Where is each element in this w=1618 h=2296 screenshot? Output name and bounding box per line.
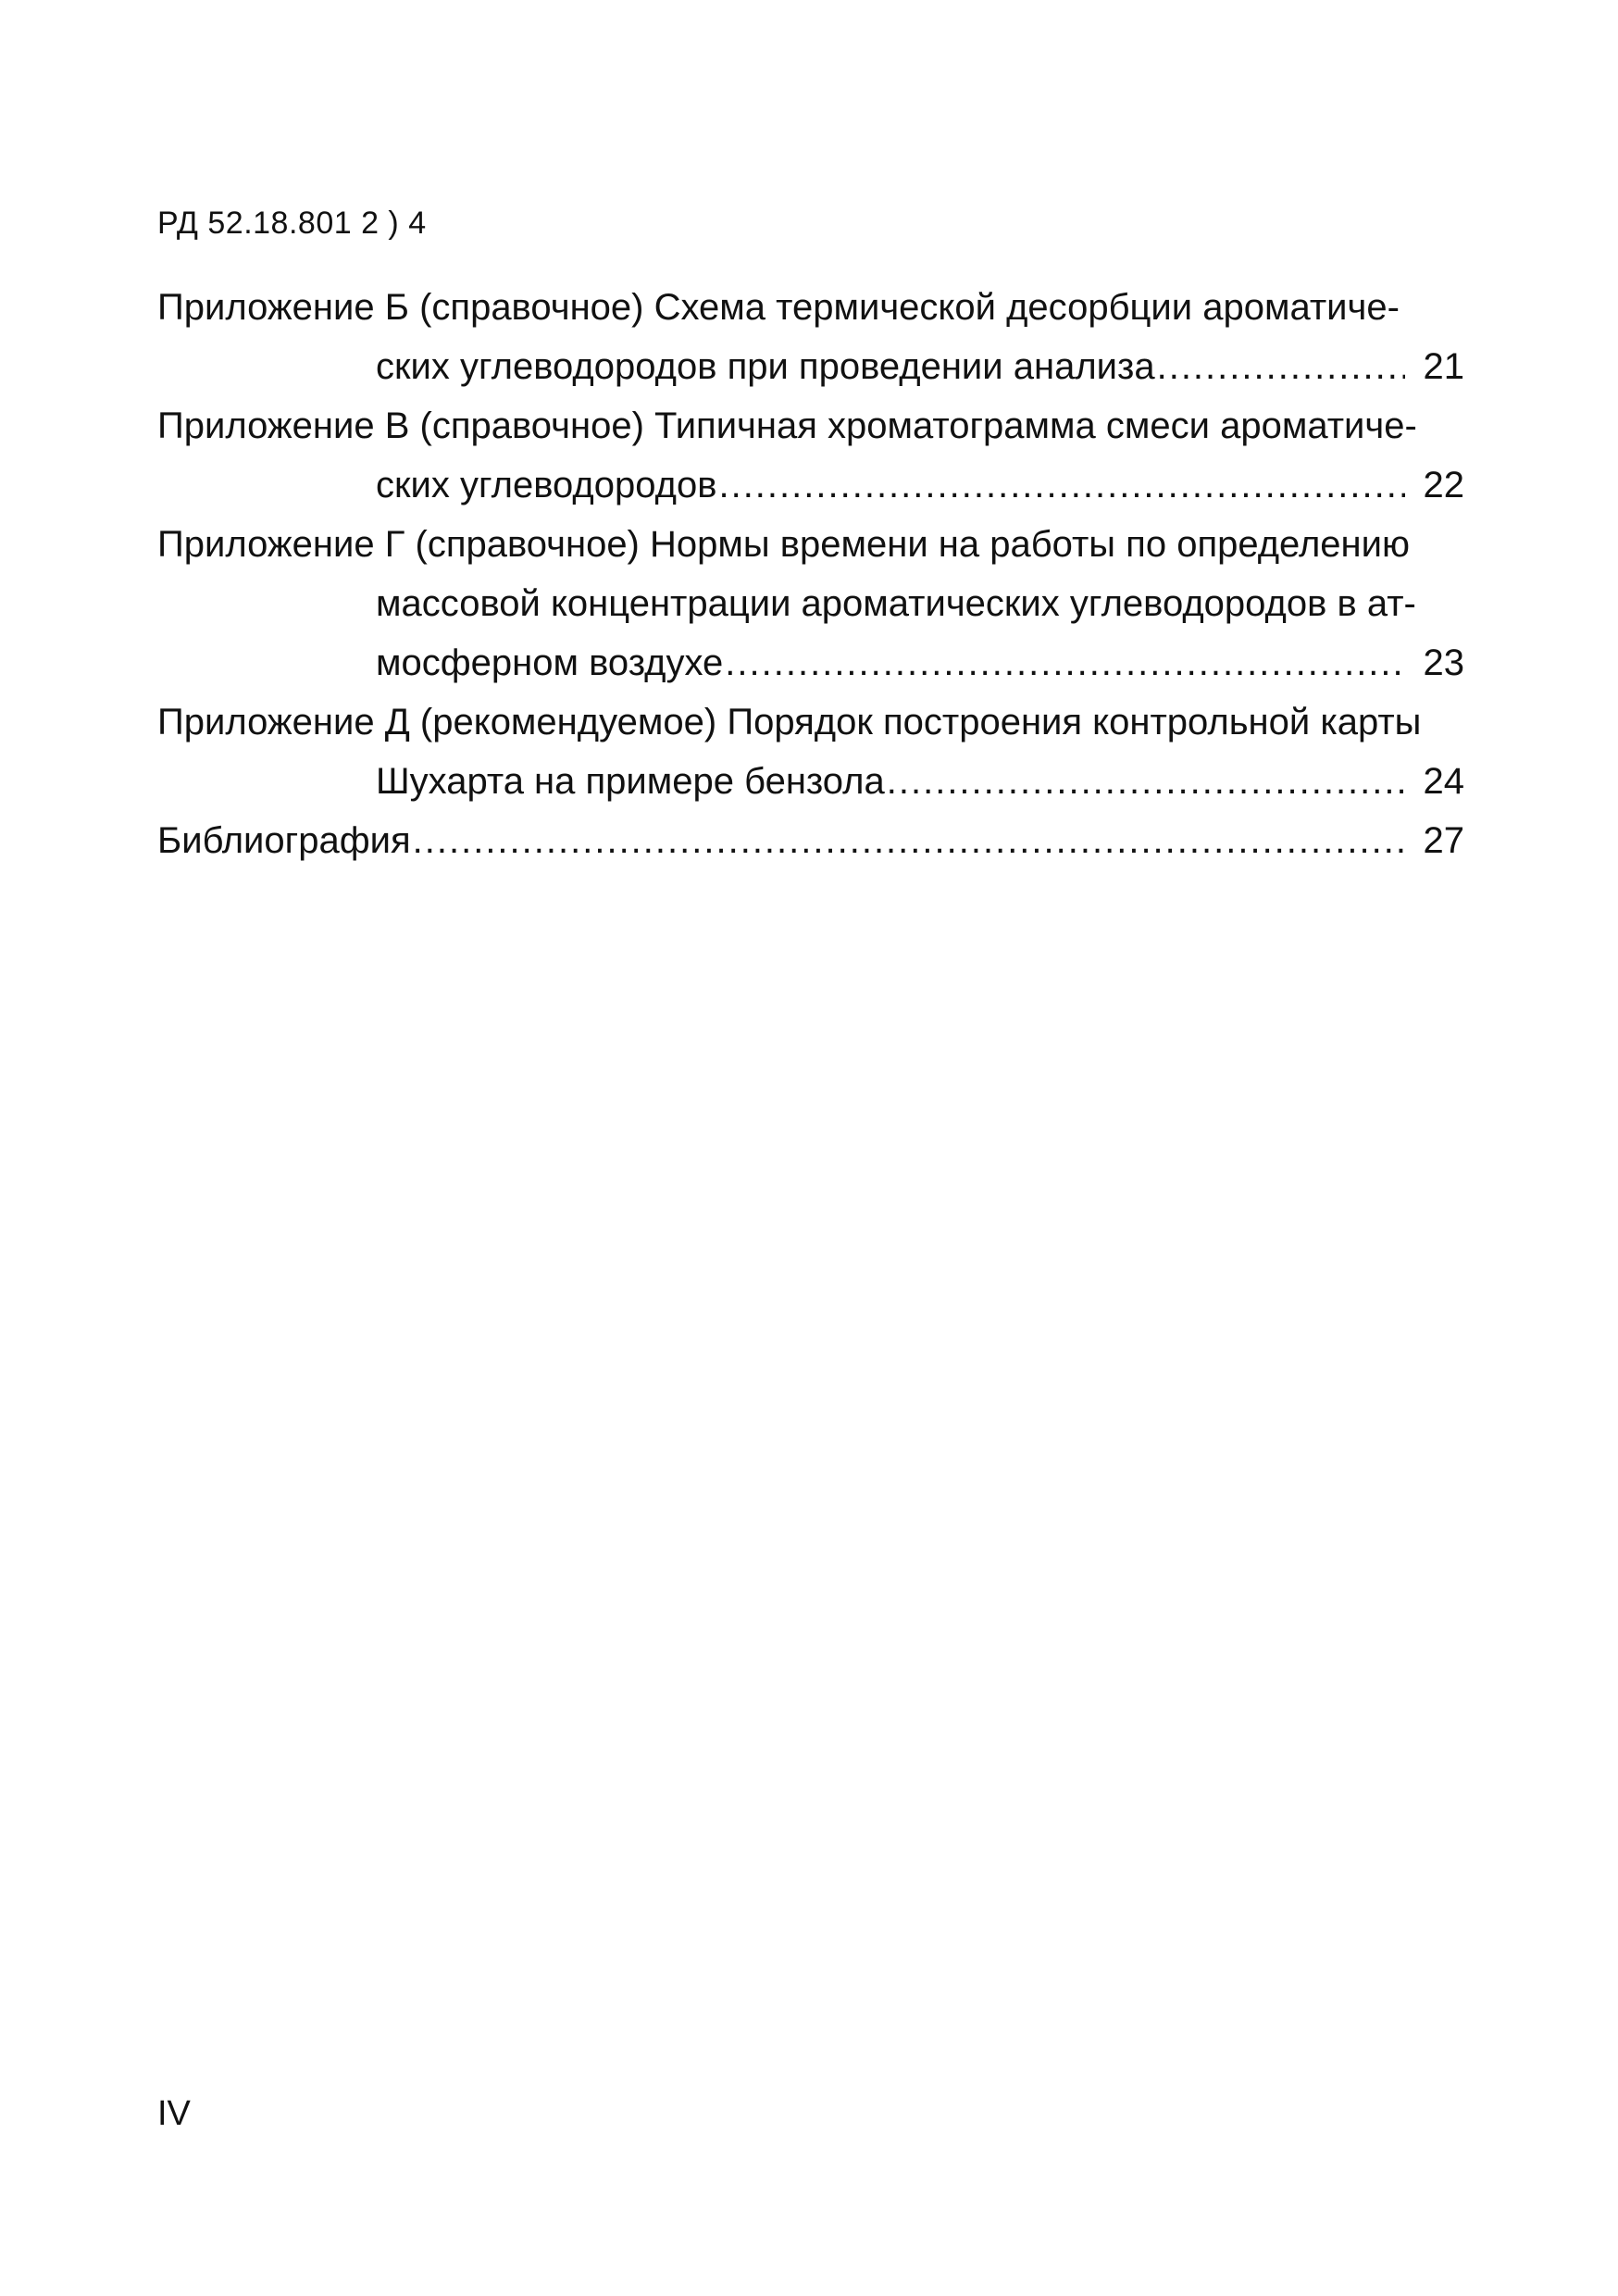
dot-leader xyxy=(718,455,1405,515)
toc-page-number: 22 xyxy=(1423,465,1464,505)
toc-entry-appendix-d-title: Приложение Д (рекомендуемое) Порядок построения контрольной карты xyxy=(157,702,1422,742)
toc-entry-text: Библиография xyxy=(157,820,411,861)
toc-page-number: 23 xyxy=(1423,643,1464,683)
toc-entry-appendix-g-leader xyxy=(157,633,1464,693)
dot-leader xyxy=(1157,337,1405,396)
dot-leader xyxy=(725,633,1405,693)
document-code: РД 52.18.801 2 ) 4 xyxy=(157,206,427,241)
toc-entry-bibliography xyxy=(157,811,1464,870)
dot-leader xyxy=(887,752,1405,811)
toc-entry-appendix-b-leader xyxy=(157,337,1464,396)
toc-entry-text: ских углеводородов xyxy=(376,465,717,505)
toc-entry-text: мосферном воздухе xyxy=(376,643,724,683)
toc-entry-appendix-g-title: Приложение Г (справочное) Нормы времени на работы по определению xyxy=(157,524,1410,565)
toc-page-number: 21 xyxy=(1423,346,1464,387)
toc-entry-appendix-d-leader xyxy=(157,752,1464,811)
page-number: IV xyxy=(157,2094,191,2133)
toc-entry-appendix-v-title: Приложение В (справочное) Типичная хроматограмма смеси ароматиче- xyxy=(157,406,1417,446)
toc-page-number: 27 xyxy=(1423,820,1464,861)
toc-entry-appendix-v-leader xyxy=(157,455,1464,515)
toc-entry-appendix-g-continuation: массовой концентрации ароматических углеводородов в ат- xyxy=(376,583,1416,624)
toc-page-number: 24 xyxy=(1423,761,1464,802)
table-of-contents xyxy=(157,278,1464,870)
toc-entry-text: Шухарта на примере бензола xyxy=(376,761,885,802)
toc-entry-text: ских углеводородов при проведении анализа xyxy=(376,346,1155,387)
dot-leader xyxy=(413,811,1405,870)
toc-entry-appendix-b-title: Приложение Б (справочное) Схема термической десорбции ароматиче- xyxy=(157,287,1400,328)
